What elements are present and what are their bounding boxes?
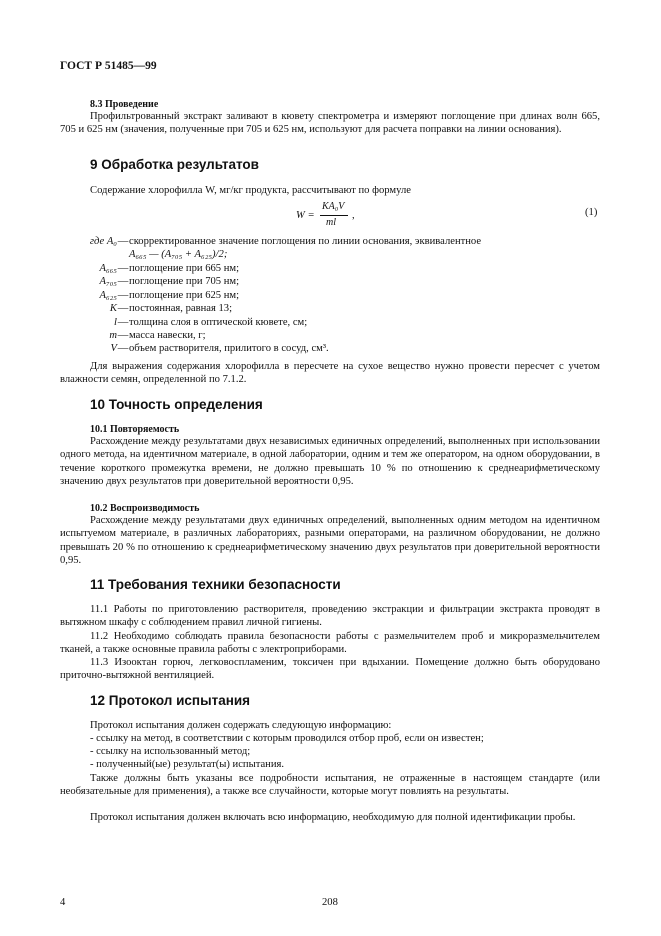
formula-1 bbox=[288, 200, 378, 232]
section-10-2-text: Расхождение между результатами двух единичных определений, выполненных одним методом на идентичном испытуемом материале, в различных лабораториях, разными операторами, на различном оборудовании, не должно превышать 20 % по отношению к среднеарифметическому значению двух результатов при доверительной вероятности 0,95. bbox=[60, 515, 600, 567]
section-9-title: 9 Обработка результатов bbox=[90, 157, 259, 172]
formula-intro: Содержание хлорофилла W, мг/кг продукта, рассчитывают по формуле bbox=[90, 185, 411, 196]
section-11-1-text: 11.1 Работы по приготовлению растворителя, проведению экстракции и фильтрации экстракта проводят в вытяжном шкафу с соблюдением правил личной гигиены. bbox=[60, 604, 600, 629]
list-item: - ссылку на метод, в соответствии с которым проводился отбор проб, если он известен; bbox=[90, 733, 484, 744]
definition-dash: — bbox=[117, 303, 129, 314]
equation-number: (1) bbox=[585, 207, 598, 218]
definition-symbol: K bbox=[109, 303, 117, 314]
definition-dash: — bbox=[117, 236, 129, 247]
definition-row bbox=[60, 248, 600, 261]
definition-row bbox=[60, 235, 600, 248]
definition-symbol: где A₀ bbox=[89, 236, 117, 247]
definition-text: толщина слоя в оптической кювете, см; bbox=[129, 317, 308, 328]
definition-dash: — bbox=[117, 276, 129, 287]
section-12-text-1: Также должны быть указаны все подробности испытания, не отраженные в настоящем стандарте (или необязательные для применения), а также все случайности, которые могут повлиять на результаты. bbox=[60, 773, 600, 798]
list-item: - полученный(ые) результат(ы) испытания. bbox=[90, 759, 285, 770]
definition-symbol: V bbox=[110, 343, 117, 354]
section-11-title: 11 Требования техники безопасности bbox=[90, 577, 341, 592]
section-10-1-text: Расхождение между результатами двух независимых единичных определений, выполненных при использовании одного метода, на идентичном материале, в одной лаборатории, одним и тем же оператором, на одном оборудовании, в течение короткого промежутка времени, не должно превышать 10 % по отношению к среднеарифметическому значению двух результатов при доверительной вероятности 0,95. bbox=[60, 436, 600, 488]
definition-text: поглощение при 705 нм; bbox=[129, 276, 240, 287]
definition-row bbox=[60, 316, 600, 329]
definition-text: A₆₆₅ — (A₇₀₅ + A₆₂₅)/2; bbox=[129, 249, 228, 260]
definition-text: объем растворителя, прилитого в сосуд, см³. bbox=[129, 343, 329, 354]
definition-row bbox=[60, 262, 600, 275]
definition-row bbox=[60, 275, 600, 288]
definition-dash: — bbox=[117, 317, 129, 328]
formula-comma: , bbox=[352, 210, 355, 221]
dry-matter-note: Для выражения содержания хлорофилла в пересчете на сухое вещество нужно провести пересчет с учетом влажности семян, определенной по 7.1.2. bbox=[60, 361, 600, 386]
section-12-text-2: Протокол испытания должен включать всю информацию, необходимую для полной идентификации пробы. bbox=[90, 812, 576, 823]
definition-symbol: l bbox=[114, 317, 117, 328]
definition-text: поглощение при 625 нм; bbox=[129, 290, 240, 301]
section-8-3-title: 8.3 Проведение bbox=[90, 99, 159, 110]
definition-text: поглощение при 665 нм; bbox=[129, 263, 240, 274]
standard-code: ГОСТ Р 51485—99 bbox=[60, 60, 157, 72]
definition-dash: — bbox=[117, 263, 129, 274]
definition-row bbox=[60, 302, 600, 315]
definition-text: масса навески, г; bbox=[129, 330, 206, 341]
page-number-left: 4 bbox=[60, 897, 66, 908]
definition-text: скорректированное значение поглощения по линии основания, эквивалентное bbox=[129, 236, 482, 247]
section-12-title: 12 Протокол испытания bbox=[90, 693, 251, 708]
definition-symbol: m bbox=[109, 330, 117, 341]
definition-row bbox=[60, 342, 600, 355]
list-item: - ссылку на использованный метод; bbox=[90, 746, 251, 757]
definition-row bbox=[60, 329, 600, 342]
section-10-title: 10 Точность определения bbox=[90, 397, 263, 412]
section-10-2-title: 10.2 Воспроизводимость bbox=[90, 503, 200, 514]
definition-dash: — bbox=[117, 290, 129, 301]
page-number-center: 208 bbox=[322, 897, 338, 908]
section-10-1-title: 10.1 Повторяемость bbox=[90, 424, 180, 435]
section-11-2-text: 11.2 Необходимо соблюдать правила безопасности работы с размельчителем проб и микроразмельчителем тканей, а также основные правила работы с электроприборами. bbox=[60, 631, 600, 656]
formula-denominator: ml bbox=[326, 217, 336, 228]
definition-symbol: A₆₂₅ bbox=[99, 290, 117, 301]
formula-lhs: W = bbox=[296, 210, 315, 221]
definition-symbol: A₆₆₅ bbox=[99, 263, 117, 274]
section-11-3-text: 11.3 Изооктан горюч, легковоспламеним, токсичен при вдыхании. Помещение должно быть оборудовано приточно-вытяжной вентиляцией. bbox=[60, 657, 600, 682]
definition-symbol: A₇₀₅ bbox=[99, 276, 117, 287]
definition-dash: — bbox=[117, 343, 129, 354]
formula-numerator: KA₀V bbox=[322, 201, 345, 212]
definition-row bbox=[60, 289, 600, 302]
section-8-3-text: Профильтрованный экстракт заливают в кювету спектрометра и измеряют поглощение при длинах волн 665, 705 и 625 нм (значения, полученные при 705 и 625 нм, используют для расчета поправки на линии основания). bbox=[60, 111, 600, 136]
section-12-intro: Протокол испытания должен содержать следующую информацию: bbox=[90, 720, 392, 731]
definition-dash: — bbox=[117, 330, 129, 341]
definition-text: постоянная, равная 13; bbox=[129, 303, 233, 314]
